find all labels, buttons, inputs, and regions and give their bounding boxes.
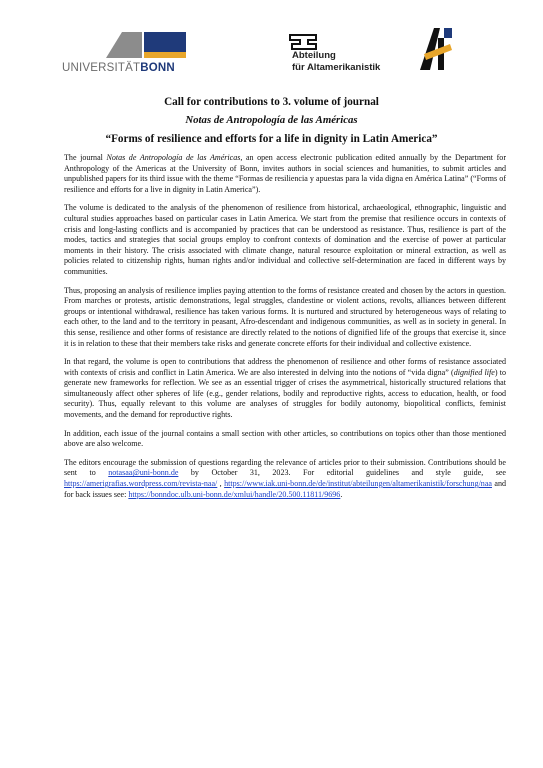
paragraph-resistance: Thus, proposing an analysis of resilience implies paying attention to the forms of resistance created and chosen by the actors in question. From marches or protests, artistic demonstrations, legal struggles, clandestine or violent actions, revolts, alliances between different groups or intentional withdrawal, resilience has taken various forms. It is nurtured and structured by heterogeneous ways of relating to each other, to the land and to the territory in peasant, Afro-descendant and indigenous communities, as well as in society in general. In this sense, resilience and other forms of resistance are directly related to the notions of dignified life of the groups that exercise it, since it is in relation to these that their members take risks and generate concrete efforts for their individual and collective existence.: [64, 285, 506, 348]
department-link[interactable]: https://www.iak.uni-bonn.de/de/institut/abteilungen/altamerikanistik/forschung/naa: [224, 479, 492, 489]
volume-theme: “Forms of resilience and efforts for a life in dignity in Latin America”: [105, 133, 438, 145]
paragraph-contributions: In that regard, the volume is open to contributions that address the phenomenon of resilience and other forms of resistance associated with contexts of crisis and conflict in Latin America. We are also interested in delving into the notions of “vida digna” (dignified life) to generate new frameworks for reflection. We see as an essential trigger of crises the asymmetrical, historically structured relations that simultaneously affect other spheres of life (e.g., gender relations, bodily and reproductive rights, access to education, health, or food security). Thus, equally relevant to this volume are analyses of struggles for bodily autonomy, biopolitical conflicts, feminist movements, and the demand for reproductive rights.: [64, 357, 507, 420]
guidelines-link[interactable]: https://amerigrafias.wordpress.com/revista-naa/: [64, 479, 218, 489]
university-name: UNIVERSITÄTBONN: [62, 62, 175, 74]
university-bonn-logo: [60, 32, 186, 78]
journal-logo-icon: [416, 24, 456, 74]
department-name-line1: Abteilung: [292, 50, 336, 61]
logo-bar: [60, 28, 490, 78]
university-logo-bars-icon: [60, 32, 186, 60]
paragraph-dedication: The volume is dedicated to the analysis of the phenomenon of resilience from historical, archaeological, ethnographic, linguistic and cultural studies approaches based on particular cases in Latin America. We start from the premise that resilience occurs in contexts of crisis and long-lasting conflicts and is accompanied by practices that can be understood as resistance. Thus, resilience is part of the modes, tactics and strategies that social groups employ to confront contexts of domination and the exercise of power at particular moments in their history. The crisis associated with climate change, natural resource exploitation or mineral extraction, as well as policies related to citizenship rights, human rights and/or individual and collective self-determination are faced in different ways by communities.: [64, 203, 506, 276]
department-logo: [258, 36, 388, 76]
journal-logo: [416, 24, 456, 74]
body-text: [64, 153, 506, 508]
paragraph-other-topics: In addition, each issue of the journal contains a small section with other articles, so contributions on topics other than those mentioned above are also welcome.: [64, 428, 506, 449]
back-issues-link[interactable]: https://bonndoc.ulb.uni-bonn.de/xmlui/handle/20.500.11811/9696: [128, 489, 341, 499]
paragraph-intro: The journal Notas de Antropología de las Américas, an open access electronic publication edited annually by the Department for Anthropology of the Americas at the University of Bonn, invites authors in social sciences and humanities, to submit articles and unpublished papers for its third issue with the theme “Formas de resiliencia y apuestas para la vida digna en América Latina” (“Forms of resilience and efforts for a live in dignity in Latin America”).: [64, 153, 506, 194]
paragraph-submission: The editors encourage the submission of questions regarding the relevance of articles prior to their submission. Contributions should be sent to notasaa@uni-bonn.de by October 31, 2023. For editorial guidelines and style guide, see https://amerigrafias.wordpress.com/revista-naa/ , https://www.iak.uni-bonn.de/de/institut/abteilungen/altamerikanistik/forschung/naa and for back issues see: https://bonndoc.ulb.uni-bonn.de/xmlui/handle/20.500.11811/9696.: [64, 457, 507, 499]
call-title: Call for contributions to 3. volume of journal: [164, 96, 379, 108]
department-name-line2: für Altamerikanistik: [292, 62, 381, 73]
journal-name: Notas de Antropología de las Américas: [185, 114, 358, 126]
email-link[interactable]: notasaa@uni-bonn.de: [108, 468, 179, 478]
